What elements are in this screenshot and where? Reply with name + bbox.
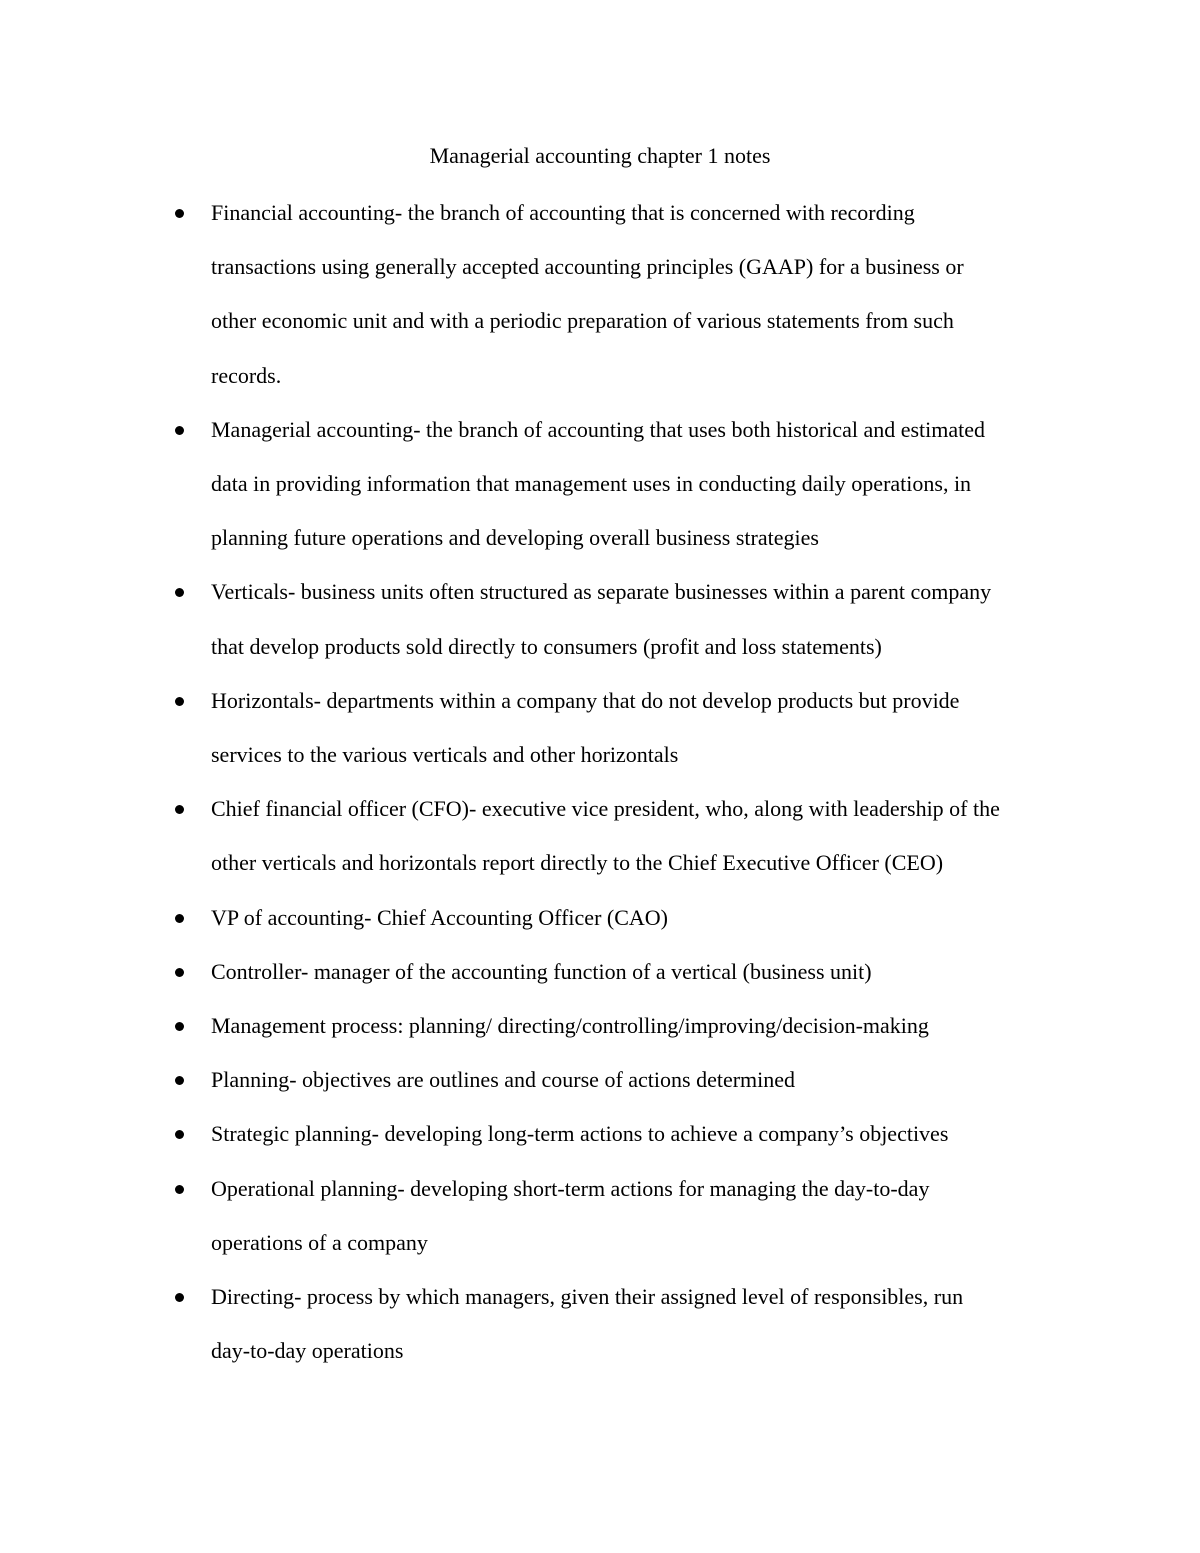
- bullet-icon: [175, 968, 184, 977]
- list-item: [0, 945, 1071, 999]
- list-item-text: transactions using generally accepted accounting principles (GAAP) for a business or: [211, 254, 964, 280]
- list-item-text: Verticals- business units often structured as separate businesses within a parent company: [211, 579, 992, 605]
- list-item: [0, 1053, 1071, 1107]
- list-item: [0, 1162, 1071, 1270]
- list-item-text: Strategic planning- developing long-term actions to achieve a company’s objectives: [211, 1121, 949, 1147]
- list-item-text: Managerial accounting- the branch of accounting that uses both historical and estimated: [211, 416, 986, 442]
- list-item-text: records.: [211, 362, 282, 388]
- list-item-text: Directing- process by which managers, given their assigned level of responsibles, run: [211, 1284, 964, 1310]
- list-item-text: Chief financial officer (CFO)- executive vice president, who, along with leadership of the: [211, 796, 1000, 822]
- list-item-text: data in providing information that management uses in conducting daily operations, in: [211, 471, 972, 497]
- list-item: [0, 999, 1071, 1053]
- list-item-text: day-to-day operations: [211, 1338, 404, 1364]
- bullet-icon: [175, 1076, 184, 1085]
- notes-list: [0, 186, 1200, 1378]
- bullet-icon: [175, 914, 184, 923]
- bullet-icon: [175, 209, 184, 218]
- list-item-text: Planning- objectives are outlines and course of actions determined: [211, 1067, 796, 1093]
- list-item-text: Horizontals- departments within a company that do not develop products but provide: [211, 687, 960, 713]
- list-item-text: services to the various verticals and other horizontals: [211, 742, 679, 768]
- list-item-text: other verticals and horizontals report directly to the Chief Executive Officer (CEO): [211, 850, 944, 876]
- bullet-icon: [175, 1293, 184, 1302]
- list-item: [0, 403, 1071, 566]
- list-item: [0, 674, 1071, 782]
- list-item: [0, 1270, 1071, 1378]
- list-item: [0, 891, 1071, 945]
- bullet-icon: [175, 426, 184, 435]
- bullet-icon: [175, 588, 184, 597]
- list-item-text: that develop products sold directly to consumers (profit and loss statements): [211, 633, 882, 659]
- list-item: [0, 186, 1071, 403]
- list-item-text: Financial accounting- the branch of accounting that is concerned with recording: [211, 200, 915, 225]
- list-item: [0, 1107, 1071, 1161]
- list-item-text: VP of accounting- Chief Accounting Officer (CAO): [211, 904, 668, 930]
- list-item: [0, 782, 1071, 890]
- bullet-icon: [175, 1130, 184, 1139]
- page-title: Managerial accounting chapter 1 notes: [429, 143, 771, 168]
- bullet-icon: [175, 1185, 184, 1194]
- bullet-icon: [175, 697, 184, 706]
- list-item-text: other economic unit and with a periodic preparation of various statements from such: [211, 308, 954, 334]
- bullet-icon: [175, 805, 184, 814]
- list-item-text: Operational planning- developing short-term actions for managing the day-to-day: [211, 1175, 930, 1201]
- list-item-text: planning future operations and developing overall business strategies: [211, 525, 819, 551]
- list-item: [0, 565, 1071, 673]
- list-item-text: Controller- manager of the accounting function of a vertical (business unit): [211, 958, 872, 984]
- list-item-text: Management process: planning/ directing/controlling/improving/decision-making: [211, 1013, 929, 1039]
- bullet-icon: [175, 1022, 184, 1031]
- list-item-text: operations of a company: [211, 1229, 428, 1255]
